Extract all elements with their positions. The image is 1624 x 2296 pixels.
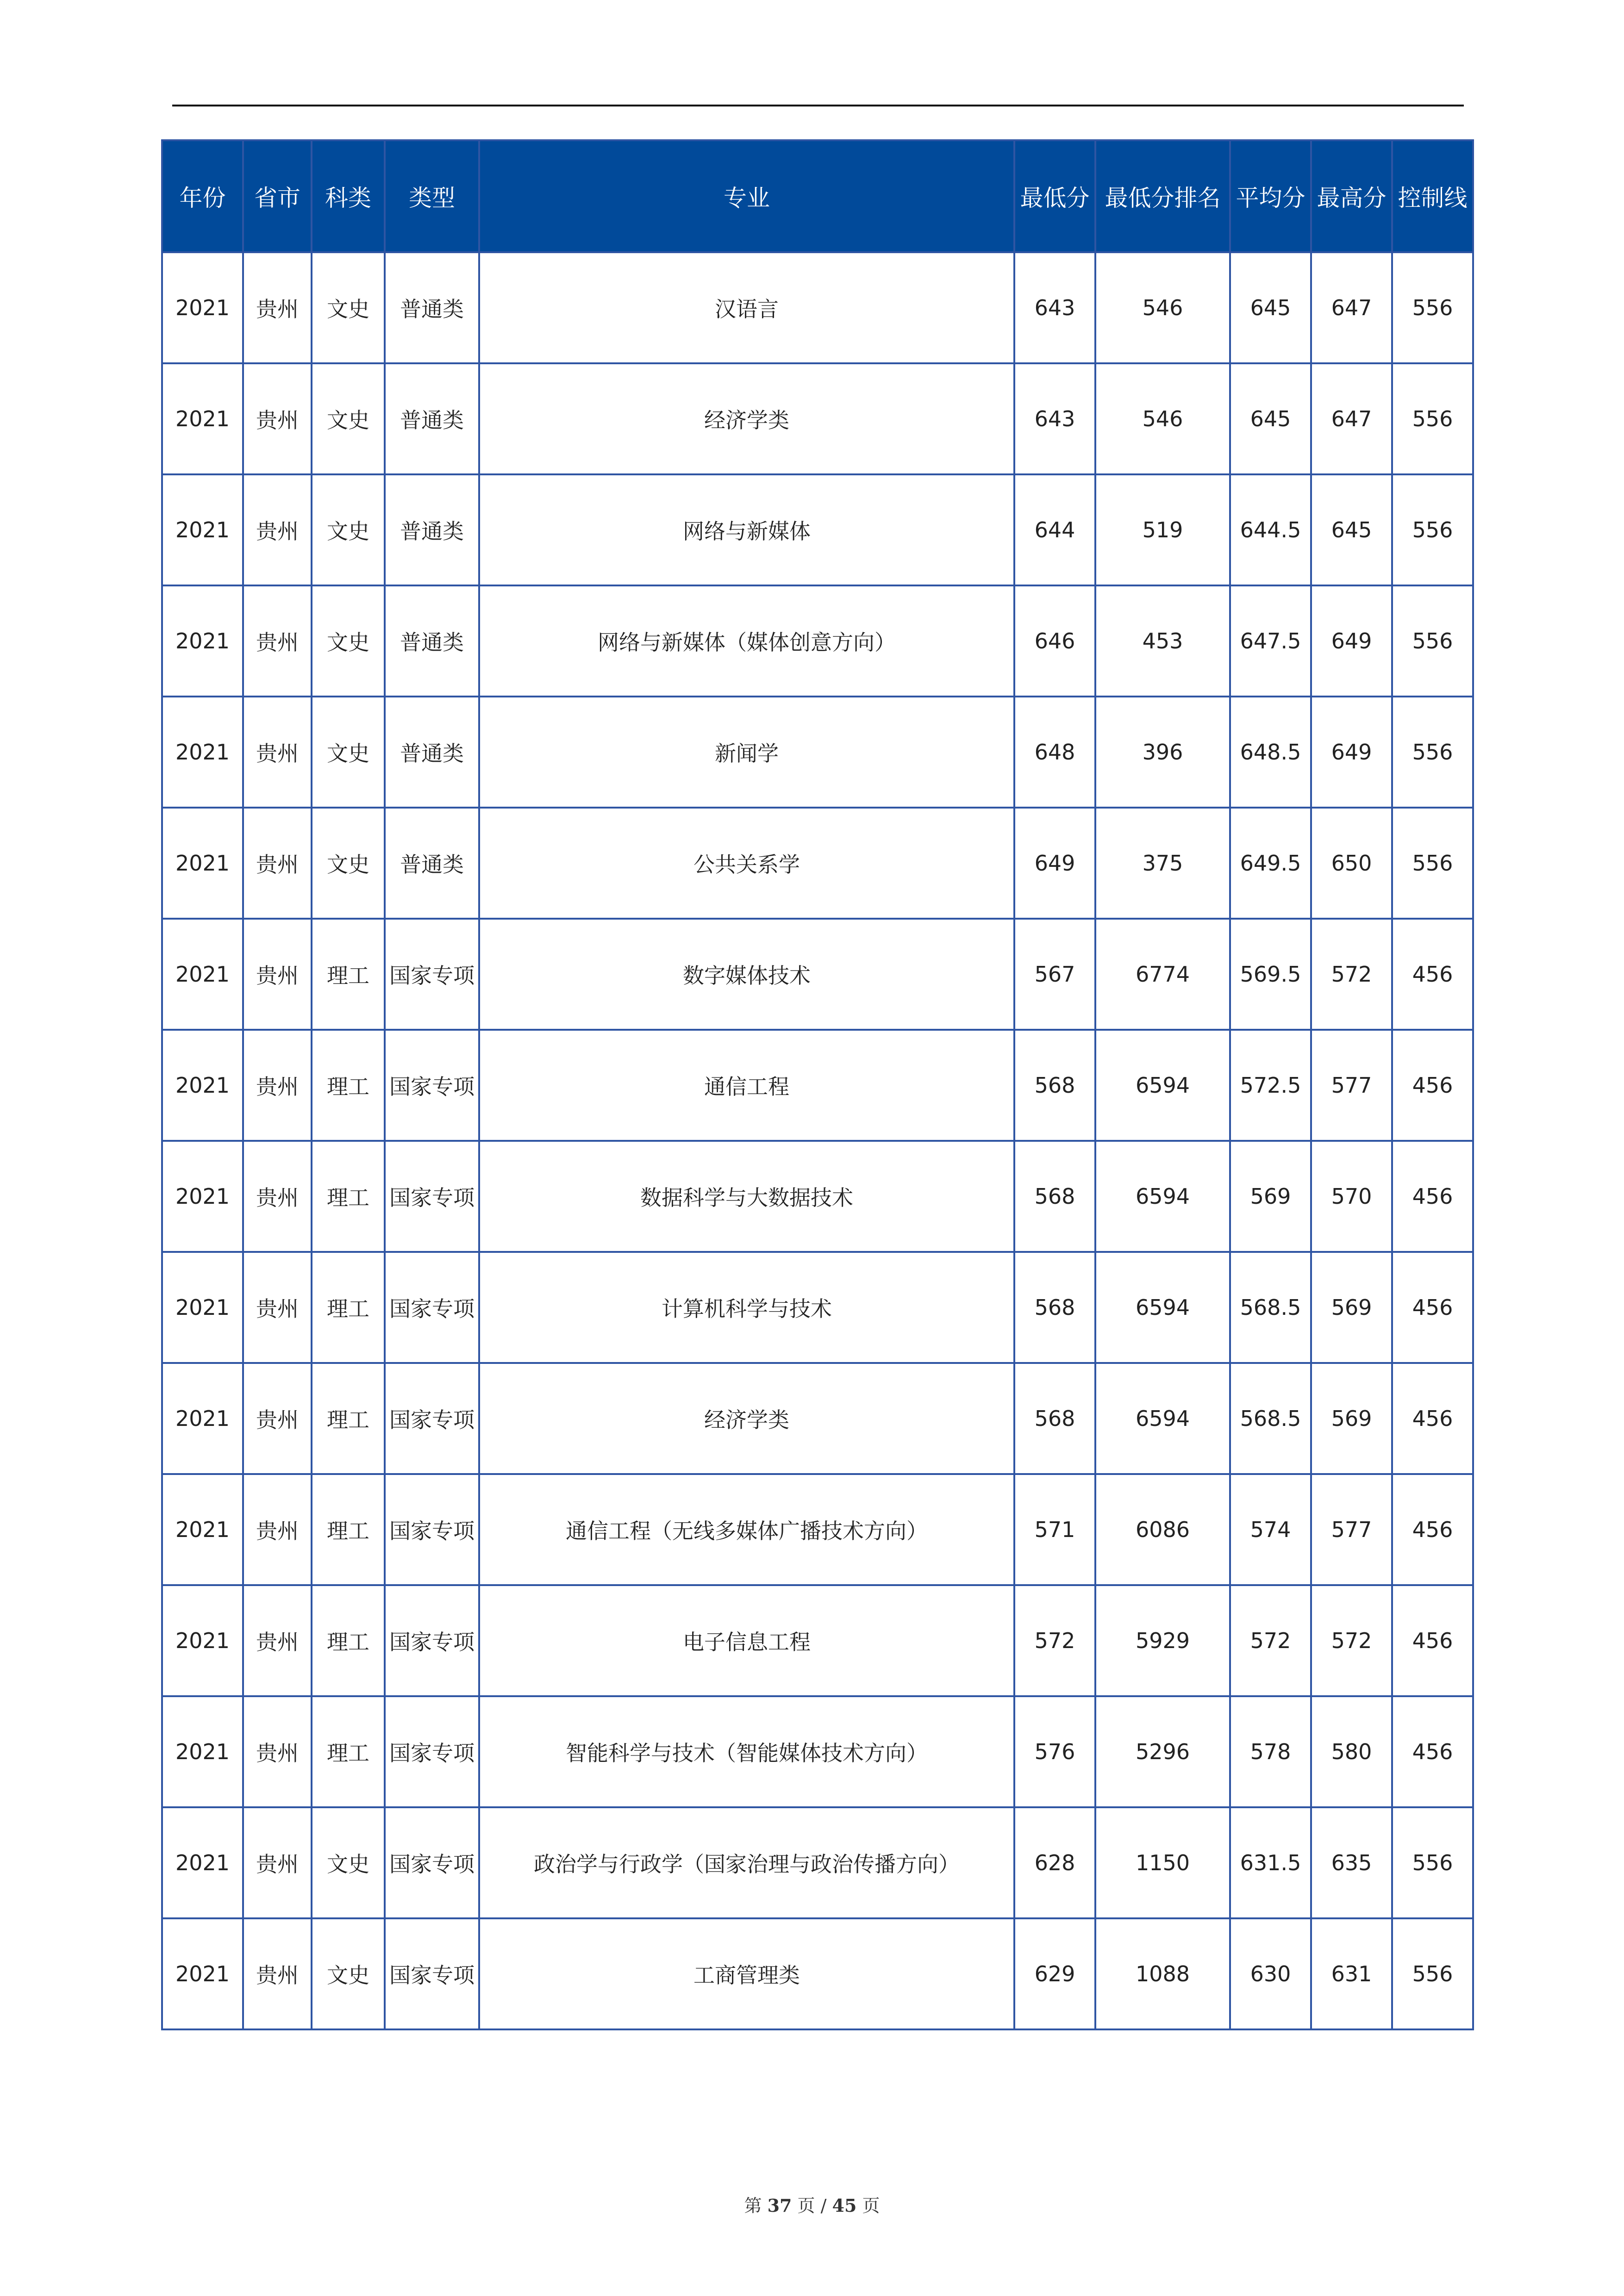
cell-min-score: 646 <box>1014 585 1095 697</box>
cell-province: 贵州 <box>243 919 312 1030</box>
cell-major: 公共关系学 <box>479 808 1014 919</box>
cell-subject-category: 文史 <box>312 1807 385 1918</box>
table-row <box>162 1807 1473 1918</box>
cell-min-score-rank: 6086 <box>1095 1474 1230 1585</box>
cell-min-score-rank: 546 <box>1095 363 1230 474</box>
cell-min-score: 644 <box>1014 474 1095 585</box>
cell-avg-score: 568.5 <box>1230 1252 1311 1363</box>
cell-year: 2021 <box>162 1807 243 1918</box>
cell-min-score: 628 <box>1014 1807 1095 1918</box>
cell-max-score: 570 <box>1311 1141 1392 1252</box>
cell-min-score: 568 <box>1014 1030 1095 1141</box>
table-row <box>162 1585 1473 1696</box>
cell-control-line: 456 <box>1392 1585 1473 1696</box>
cell-control-line: 556 <box>1392 808 1473 919</box>
cell-year: 2021 <box>162 808 243 919</box>
cell-subject-category: 文史 <box>312 363 385 474</box>
cell-avg-score: 648.5 <box>1230 697 1311 808</box>
cell-control-line: 456 <box>1392 1474 1473 1585</box>
cell-control-line: 456 <box>1392 1141 1473 1252</box>
cell-control-line: 556 <box>1392 363 1473 474</box>
cell-max-score: 647 <box>1311 363 1392 474</box>
cell-subject-category: 理工 <box>312 919 385 1030</box>
cell-avg-score: 630 <box>1230 1918 1311 2029</box>
table-row <box>162 919 1473 1030</box>
table-row <box>162 1030 1473 1141</box>
cell-admission-type: 国家专项 <box>385 1030 479 1141</box>
cell-major: 经济学类 <box>479 363 1014 474</box>
cell-avg-score: 631.5 <box>1230 1807 1311 1918</box>
column-header-avg-score: 平均分 <box>1230 140 1311 252</box>
cell-subject-category: 文史 <box>312 1918 385 2029</box>
cell-min-score-rank: 396 <box>1095 697 1230 808</box>
cell-admission-type: 国家专项 <box>385 1696 479 1807</box>
cell-admission-type: 国家专项 <box>385 1141 479 1252</box>
table-header-row <box>162 140 1473 252</box>
cell-year: 2021 <box>162 474 243 585</box>
cell-province: 贵州 <box>243 1474 312 1585</box>
cell-min-score: 567 <box>1014 919 1095 1030</box>
cell-admission-type: 普通类 <box>385 808 479 919</box>
cell-subject-category: 文史 <box>312 808 385 919</box>
cell-control-line: 556 <box>1392 697 1473 808</box>
cell-province: 贵州 <box>243 1363 312 1474</box>
cell-province: 贵州 <box>243 252 312 363</box>
cell-min-score: 571 <box>1014 1474 1095 1585</box>
cell-avg-score: 569.5 <box>1230 919 1311 1030</box>
cell-max-score: 635 <box>1311 1807 1392 1918</box>
cell-province: 贵州 <box>243 1030 312 1141</box>
cell-province: 贵州 <box>243 585 312 697</box>
table-row <box>162 585 1473 697</box>
cell-min-score-rank: 6594 <box>1095 1030 1230 1141</box>
cell-admission-type: 国家专项 <box>385 1807 479 1918</box>
cell-max-score: 631 <box>1311 1918 1392 2029</box>
cell-control-line: 556 <box>1392 585 1473 697</box>
table-body <box>162 252 1473 2029</box>
cell-major: 网络与新媒体 <box>479 474 1014 585</box>
footer-prefix: 第 <box>744 2196 762 2216</box>
cell-admission-type: 普通类 <box>385 697 479 808</box>
cell-min-score-rank: 5296 <box>1095 1696 1230 1807</box>
cell-subject-category: 理工 <box>312 1252 385 1363</box>
cell-avg-score: 572.5 <box>1230 1030 1311 1141</box>
cell-max-score: 569 <box>1311 1252 1392 1363</box>
cell-province: 贵州 <box>243 808 312 919</box>
cell-province: 贵州 <box>243 1252 312 1363</box>
cell-subject-category: 理工 <box>312 1585 385 1696</box>
cell-major: 智能科学与技术（智能媒体技术方向） <box>479 1696 1014 1807</box>
cell-control-line: 556 <box>1392 252 1473 363</box>
cell-control-line: 556 <box>1392 1918 1473 2029</box>
table-row <box>162 474 1473 585</box>
cell-control-line: 456 <box>1392 1252 1473 1363</box>
cell-control-line: 456 <box>1392 919 1473 1030</box>
cell-major: 经济学类 <box>479 1363 1014 1474</box>
cell-admission-type: 国家专项 <box>385 1363 479 1474</box>
cell-subject-category: 文史 <box>312 585 385 697</box>
cell-control-line: 556 <box>1392 1807 1473 1918</box>
cell-min-score-rank: 6774 <box>1095 919 1230 1030</box>
cell-major: 通信工程（无线多媒体广播技术方向） <box>479 1474 1014 1585</box>
cell-control-line: 556 <box>1392 474 1473 585</box>
cell-avg-score: 568.5 <box>1230 1363 1311 1474</box>
cell-avg-score: 647.5 <box>1230 585 1311 697</box>
footer-middle: 页 / <box>797 2196 827 2216</box>
cell-admission-type: 普通类 <box>385 585 479 697</box>
cell-province: 贵州 <box>243 474 312 585</box>
cell-max-score: 577 <box>1311 1030 1392 1141</box>
cell-avg-score: 574 <box>1230 1474 1311 1585</box>
cell-province: 贵州 <box>243 363 312 474</box>
cell-max-score: 645 <box>1311 474 1392 585</box>
footer-current-page: 37 <box>767 2195 792 2216</box>
cell-min-score-rank: 6594 <box>1095 1363 1230 1474</box>
column-header-year: 年份 <box>162 140 243 252</box>
cell-min-score-rank: 546 <box>1095 252 1230 363</box>
cell-province: 贵州 <box>243 1807 312 1918</box>
cell-year: 2021 <box>162 919 243 1030</box>
table-row <box>162 1141 1473 1252</box>
cell-year: 2021 <box>162 1474 243 1585</box>
cell-admission-type: 国家专项 <box>385 1918 479 2029</box>
cell-max-score: 650 <box>1311 808 1392 919</box>
table-row <box>162 808 1473 919</box>
cell-min-score: 576 <box>1014 1696 1095 1807</box>
cell-avg-score: 645 <box>1230 363 1311 474</box>
cell-avg-score: 569 <box>1230 1141 1311 1252</box>
cell-province: 贵州 <box>243 1696 312 1807</box>
cell-major: 电子信息工程 <box>479 1585 1014 1696</box>
cell-min-score-rank: 453 <box>1095 585 1230 697</box>
cell-major: 计算机科学与技术 <box>479 1252 1014 1363</box>
cell-subject-category: 理工 <box>312 1696 385 1807</box>
cell-min-score-rank: 519 <box>1095 474 1230 585</box>
cell-max-score: 572 <box>1311 919 1392 1030</box>
cell-min-score: 648 <box>1014 697 1095 808</box>
column-header-max-score: 最高分 <box>1311 140 1392 252</box>
table-row <box>162 252 1473 363</box>
table-row <box>162 363 1473 474</box>
cell-province: 贵州 <box>243 697 312 808</box>
cell-min-score-rank: 1150 <box>1095 1807 1230 1918</box>
cell-max-score: 647 <box>1311 252 1392 363</box>
cell-major: 网络与新媒体（媒体创意方向） <box>479 585 1014 697</box>
table-row <box>162 1696 1473 1807</box>
cell-major: 工商管理类 <box>479 1918 1014 2029</box>
cell-min-score-rank: 1088 <box>1095 1918 1230 2029</box>
cell-min-score: 568 <box>1014 1363 1095 1474</box>
cell-year: 2021 <box>162 1585 243 1696</box>
cell-min-score: 568 <box>1014 1141 1095 1252</box>
column-header-min-score-rank: 最低分排名 <box>1095 140 1230 252</box>
cell-min-score-rank: 5929 <box>1095 1585 1230 1696</box>
cell-year: 2021 <box>162 252 243 363</box>
cell-subject-category: 文史 <box>312 252 385 363</box>
cell-min-score: 629 <box>1014 1918 1095 2029</box>
cell-year: 2021 <box>162 697 243 808</box>
cell-max-score: 572 <box>1311 1585 1392 1696</box>
cell-year: 2021 <box>162 1030 243 1141</box>
column-header-control-line: 控制线 <box>1392 140 1473 252</box>
cell-year: 2021 <box>162 1696 243 1807</box>
cell-subject-category: 文史 <box>312 697 385 808</box>
cell-admission-type: 国家专项 <box>385 1585 479 1696</box>
cell-min-score-rank: 6594 <box>1095 1141 1230 1252</box>
cell-max-score: 580 <box>1311 1696 1392 1807</box>
cell-major: 数据科学与大数据技术 <box>479 1141 1014 1252</box>
cell-admission-type: 国家专项 <box>385 1474 479 1585</box>
cell-avg-score: 578 <box>1230 1696 1311 1807</box>
cell-subject-category: 理工 <box>312 1030 385 1141</box>
cell-province: 贵州 <box>243 1918 312 2029</box>
cell-control-line: 456 <box>1392 1363 1473 1474</box>
cell-subject-category: 理工 <box>312 1363 385 1474</box>
table-row <box>162 1918 1473 2029</box>
cell-year: 2021 <box>162 585 243 697</box>
cell-province: 贵州 <box>243 1585 312 1696</box>
cell-year: 2021 <box>162 1918 243 2029</box>
cell-max-score: 569 <box>1311 1363 1392 1474</box>
column-header-min-score: 最低分 <box>1014 140 1095 252</box>
cell-avg-score: 649.5 <box>1230 808 1311 919</box>
table-row <box>162 1363 1473 1474</box>
table-row <box>162 1252 1473 1363</box>
admissions-score-table <box>161 139 1474 2030</box>
page-footer <box>0 2191 1624 2217</box>
cell-max-score: 649 <box>1311 697 1392 808</box>
cell-min-score-rank: 375 <box>1095 808 1230 919</box>
cell-year: 2021 <box>162 1141 243 1252</box>
cell-control-line: 456 <box>1392 1030 1473 1141</box>
cell-min-score: 572 <box>1014 1585 1095 1696</box>
cell-admission-type: 普通类 <box>385 252 479 363</box>
cell-major: 数字媒体技术 <box>479 919 1014 1030</box>
cell-min-score: 643 <box>1014 252 1095 363</box>
cell-major: 通信工程 <box>479 1030 1014 1141</box>
cell-year: 2021 <box>162 1363 243 1474</box>
column-header-province: 省市 <box>243 140 312 252</box>
cell-min-score-rank: 6594 <box>1095 1252 1230 1363</box>
cell-min-score: 643 <box>1014 363 1095 474</box>
column-header-subject-category: 科类 <box>312 140 385 252</box>
cell-avg-score: 645 <box>1230 252 1311 363</box>
cell-avg-score: 644.5 <box>1230 474 1311 585</box>
table-row <box>162 697 1473 808</box>
cell-province: 贵州 <box>243 1141 312 1252</box>
cell-avg-score: 572 <box>1230 1585 1311 1696</box>
column-header-major: 专业 <box>479 140 1014 252</box>
cell-major: 政治学与行政学（国家治理与政治传播方向） <box>479 1807 1014 1918</box>
footer-suffix: 页 <box>862 2196 880 2216</box>
cell-admission-type: 普通类 <box>385 474 479 585</box>
page-top-rule <box>172 105 1464 106</box>
cell-year: 2021 <box>162 363 243 474</box>
cell-admission-type: 国家专项 <box>385 1252 479 1363</box>
table-row <box>162 1474 1473 1585</box>
cell-control-line: 456 <box>1392 1696 1473 1807</box>
cell-admission-type: 国家专项 <box>385 919 479 1030</box>
cell-admission-type: 普通类 <box>385 363 479 474</box>
cell-max-score: 577 <box>1311 1474 1392 1585</box>
cell-year: 2021 <box>162 1252 243 1363</box>
cell-max-score: 649 <box>1311 585 1392 697</box>
column-header-admission-type: 类型 <box>385 140 479 252</box>
cell-subject-category: 理工 <box>312 1141 385 1252</box>
cell-subject-category: 理工 <box>312 1474 385 1585</box>
cell-major: 汉语言 <box>479 252 1014 363</box>
cell-subject-category: 文史 <box>312 474 385 585</box>
cell-major: 新闻学 <box>479 697 1014 808</box>
cell-min-score: 649 <box>1014 808 1095 919</box>
footer-total-pages: 45 <box>832 2195 857 2216</box>
cell-min-score: 568 <box>1014 1252 1095 1363</box>
